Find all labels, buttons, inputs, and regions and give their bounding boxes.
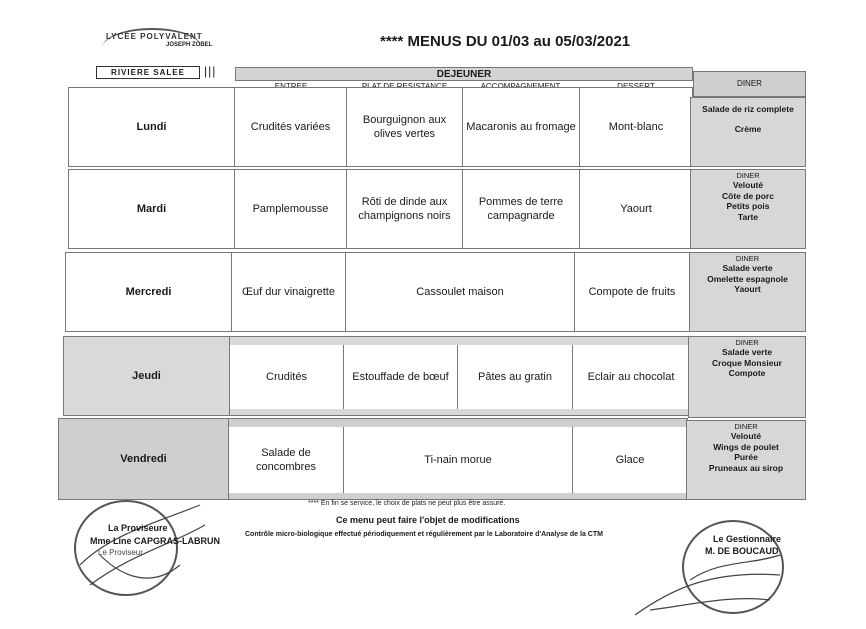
left-signer-role: La Proviseure bbox=[108, 523, 168, 533]
diner-item: Petits pois bbox=[726, 201, 770, 211]
diner-item: Pruneaux au sirop bbox=[708, 462, 784, 473]
logo-small-text: JOSEPH ZOBEL bbox=[166, 42, 213, 48]
entree-cell: Crudités variées bbox=[235, 88, 347, 166]
diner-item: Velouté bbox=[732, 180, 764, 190]
diner-item: Purée bbox=[734, 452, 758, 462]
diner-label: DINER bbox=[734, 422, 758, 431]
day-name: Vendredi bbox=[59, 419, 229, 499]
right-signer-name: M. DE BOUCAUD bbox=[705, 546, 779, 556]
dessert-cell: Mont-blanc bbox=[608, 121, 664, 133]
dessert-cell: Eclair au chocolat bbox=[573, 345, 689, 409]
dessert-cell: Compote de fruits bbox=[588, 286, 676, 298]
diner-item: Yaourt bbox=[734, 284, 761, 294]
logo-bottom-text: RIVIERE SALEE bbox=[96, 66, 200, 79]
day-name: Mardi bbox=[69, 170, 235, 248]
logo-top-text: LYCÉE POLYVALENT bbox=[106, 32, 203, 41]
diner-cell-mercredi bbox=[689, 252, 806, 332]
diner-item: Crème bbox=[734, 123, 762, 134]
diner-item: Salade de riz complete bbox=[702, 104, 794, 114]
logo-bars: ||| bbox=[204, 64, 217, 78]
dessert-cell: Yaourt bbox=[620, 203, 652, 215]
entree-cell: Pamplemousse bbox=[235, 170, 347, 248]
diner-item: Salade verte bbox=[722, 263, 773, 273]
plat-cell: Estouffade de bœuf bbox=[344, 345, 458, 409]
diner-cell-mardi bbox=[690, 169, 806, 249]
day-name: Mercredi bbox=[66, 253, 232, 331]
entree-cell: Crudités bbox=[230, 345, 344, 409]
day-row-mardi bbox=[68, 169, 693, 249]
diner-cell-vendredi bbox=[686, 420, 806, 500]
diner-item: Salade verte bbox=[721, 347, 773, 357]
service-note: **** En fin se service, le choix de plats ne peut plus être assuré. bbox=[308, 500, 506, 507]
control-note: Contrôle micro-biologique effectué périodiquement et régulièrement par le Laboratoire d'Analyse de la CTM bbox=[245, 531, 603, 538]
diner-label: DINER bbox=[735, 338, 759, 347]
diner-item: Velouté bbox=[730, 431, 762, 441]
plat-cell: Bourguignon aux olives vertes bbox=[347, 88, 463, 166]
dejeuner-header: DEJEUNER bbox=[235, 67, 693, 81]
entree-cell: Salade de concombres bbox=[229, 427, 344, 493]
entree-cell: Œuf dur vinaigrette bbox=[232, 253, 346, 331]
diner-item: Omelette espagnole bbox=[707, 273, 788, 284]
diner-label: DINER bbox=[736, 171, 760, 180]
day-name: Lundi bbox=[69, 88, 235, 166]
diner-cell-jeudi bbox=[688, 336, 806, 418]
left-signer-name: Mme Line CAPGRAS-LABRUN bbox=[90, 536, 221, 546]
day-name: Jeudi bbox=[64, 337, 230, 415]
modification-note: Ce menu peut faire l'objet de modifications bbox=[336, 515, 520, 525]
diner-item: Croque Monsieur bbox=[712, 357, 782, 368]
diner-header: DINER bbox=[693, 71, 806, 97]
left-stamp-text: Le Proviseur bbox=[98, 548, 143, 557]
page-title: **** MENUS DU 01/03 au 05/03/2021 bbox=[380, 33, 631, 50]
accompagnement-cell: Pommes de terre campagnarde bbox=[463, 170, 580, 248]
diner-item: Compote bbox=[728, 368, 766, 378]
dessert-cell: Glace bbox=[573, 427, 687, 493]
diner-item: Wings de poulet bbox=[713, 441, 779, 452]
plat-merged-cell: Ti-nain morue bbox=[344, 427, 573, 493]
accompagnement-cell: Pâtes au gratin bbox=[458, 345, 573, 409]
diner-item: Côte de porc bbox=[722, 190, 774, 201]
diner-cell-lundi bbox=[690, 97, 806, 167]
school-logo bbox=[96, 28, 226, 86]
day-row-lundi bbox=[68, 87, 693, 167]
day-row-jeudi bbox=[63, 336, 690, 416]
day-row-mercredi bbox=[65, 252, 690, 332]
right-signer-role: Le Gestionnaire bbox=[713, 534, 782, 544]
day-row-vendredi bbox=[58, 418, 688, 500]
accompagnement-cell: Macaronis au fromage bbox=[463, 88, 580, 166]
plat-merged-cell: Cassoulet maison bbox=[346, 253, 575, 331]
diner-item: Tarte bbox=[737, 211, 759, 222]
plat-cell: Rôti de dinde aux champignons noirs bbox=[347, 170, 463, 248]
diner-label: DINER bbox=[735, 254, 760, 263]
